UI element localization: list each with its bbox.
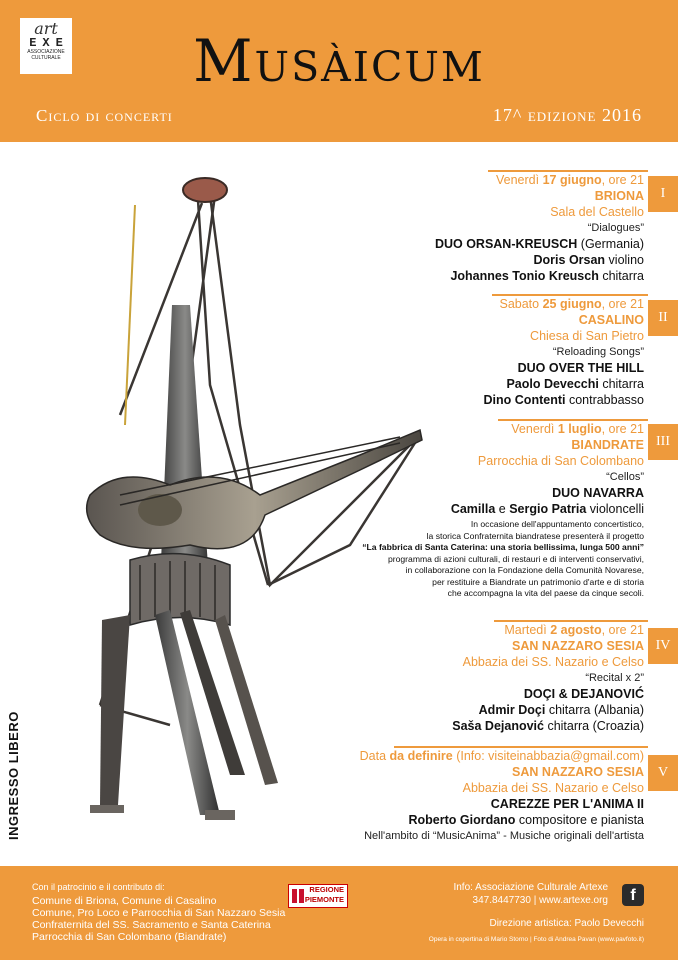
- concert-date: Data da definire (Info: visiteinabbazia@gmail.com): [359, 749, 644, 763]
- concert-ensemble: DOÇI & DEJANOVIĆ: [523, 687, 644, 701]
- concert-venue: Parrocchia di San Colombano: [477, 454, 644, 468]
- concert-1: [435, 172, 644, 284]
- header-band: [0, 0, 678, 142]
- info-line-2: 347.8447730 | www.artexe.org: [472, 895, 608, 906]
- photo-credits: Opera in copertina di Mario Storno | Foto di Andrea Pavan (www.pavfoto.it): [428, 936, 644, 943]
- piemonte-shield-icon: [292, 889, 304, 903]
- concert-date: Martedì 2 agosto, ore 21: [504, 623, 644, 637]
- concert-piece: “Cellos”: [606, 471, 644, 483]
- footer-band: [0, 866, 678, 960]
- subtitle-left: Ciclo di concerti: [36, 106, 173, 125]
- patrocinio-list: Comune di Briona, Comune di Casalino Comune, Pro Loco e Parrocchia di San Nazzaro Sesia Confraternita del SS. Sacramento e Santa Caterina Parrocchia di San Colombano (Biandrate): [32, 895, 286, 943]
- concert-venue: Chiesa di San Pietro: [530, 329, 644, 343]
- subtitle-right: 17^ edizione 2016: [492, 105, 642, 125]
- concert-5: [360, 748, 644, 844]
- performer: Doris Orsan violino: [533, 253, 644, 267]
- concert-date: Sabato 25 giugno, ore 21: [499, 297, 644, 311]
- logo-word: EXE: [29, 36, 69, 50]
- concert-place: BRIONA: [594, 189, 644, 203]
- concert-ensemble: CAREZZE PER L'ANIMA II: [490, 797, 644, 811]
- concert-4: [452, 622, 644, 734]
- regione-piemonte-logo: REGIONE PIEMONTE: [288, 884, 348, 908]
- concert-date: Venerdì 17 giugno, ore 21: [496, 173, 644, 187]
- performer: Paolo Devecchi chitarra: [506, 377, 644, 391]
- concert-ensemble: DUO NAVARRA: [552, 486, 644, 500]
- concert-ensemble: DUO ORSAN-KREUSCH (Germania): [434, 237, 644, 251]
- concert-place: BIANDRATE: [571, 438, 644, 452]
- concert-venue: Abbazia dei SS. Nazario e Celso: [462, 781, 644, 795]
- concert-numeral-2: II: [648, 300, 678, 336]
- performer: Dino Contenti contrabbasso: [483, 393, 644, 407]
- concert-3: [362, 421, 644, 600]
- performer: Johannes Tonio Kreusch chitarra: [450, 269, 644, 283]
- concert-place: CASALINO: [578, 313, 644, 327]
- concert-piece: “Recital x 2”: [585, 672, 644, 684]
- performer: Saša Dejanović chitarra (Croazia): [452, 719, 644, 733]
- concert-place: SAN NAZZARO SESIA: [512, 765, 644, 779]
- ingresso-libero-label: INGRESSO LIBERO: [6, 711, 21, 840]
- concert-date: Venerdì 1 luglio, ore 21: [511, 422, 644, 436]
- page-title: Musàicum: [193, 27, 485, 95]
- concert-numeral-5: V: [648, 755, 678, 791]
- concert-ensemble: DUO OVER THE HILL: [517, 361, 644, 375]
- info-line-1: Info: Associazione Culturale Artexe: [453, 882, 608, 893]
- concert-numeral-4: IV: [648, 628, 678, 664]
- patrocinio-heading: Con il patrocinio e il contributo di:: [32, 882, 165, 892]
- performer: Camilla e Sergio Patria violoncelli: [450, 502, 644, 516]
- logo-script: art: [34, 19, 58, 38]
- performer: Admir Doçi chitarra (Albania): [478, 703, 644, 717]
- concert-extra: Nell'ambito di “MusicAnima” - Musiche originali dell'artista: [364, 830, 644, 842]
- concert-venue: Abbazia dei SS. Nazario e Celso: [462, 655, 644, 669]
- concert-piece: “Dialogues”: [587, 222, 644, 234]
- direzione-artistica: Direzione artistica: Paolo Devecchi: [489, 918, 644, 929]
- concert-venue: Sala del Castello: [550, 205, 644, 219]
- facebook-icon[interactable]: f: [622, 884, 644, 906]
- concert-2: [484, 296, 644, 408]
- performer: Roberto Giordano compositore e pianista: [408, 813, 644, 827]
- concert-numeral-1: I: [648, 176, 678, 212]
- concert-note: In occasione dell'appuntamento concertistico, la storica Confraternita biandratese presenterà il progetto “La fabbrica di Santa Caterina: una storia bellissima, lunga 500 anni” programma di azioni culturali, di restauri e di interventi conservativi, in collaborazione con la Fondazione della Comunità Novarese, per restituire a Biandrate un patrimonio d'arte e di storia che accompagna la vita del paese da cinque secoli.: [362, 519, 644, 598]
- logo-small: ASSOCIAZIONE CULTURALE: [27, 49, 65, 61]
- concert-place: SAN NAZZARO SESIA: [512, 639, 644, 653]
- concert-piece: “Reloading Songs”: [552, 346, 644, 358]
- concert-numeral-3: III: [648, 424, 678, 460]
